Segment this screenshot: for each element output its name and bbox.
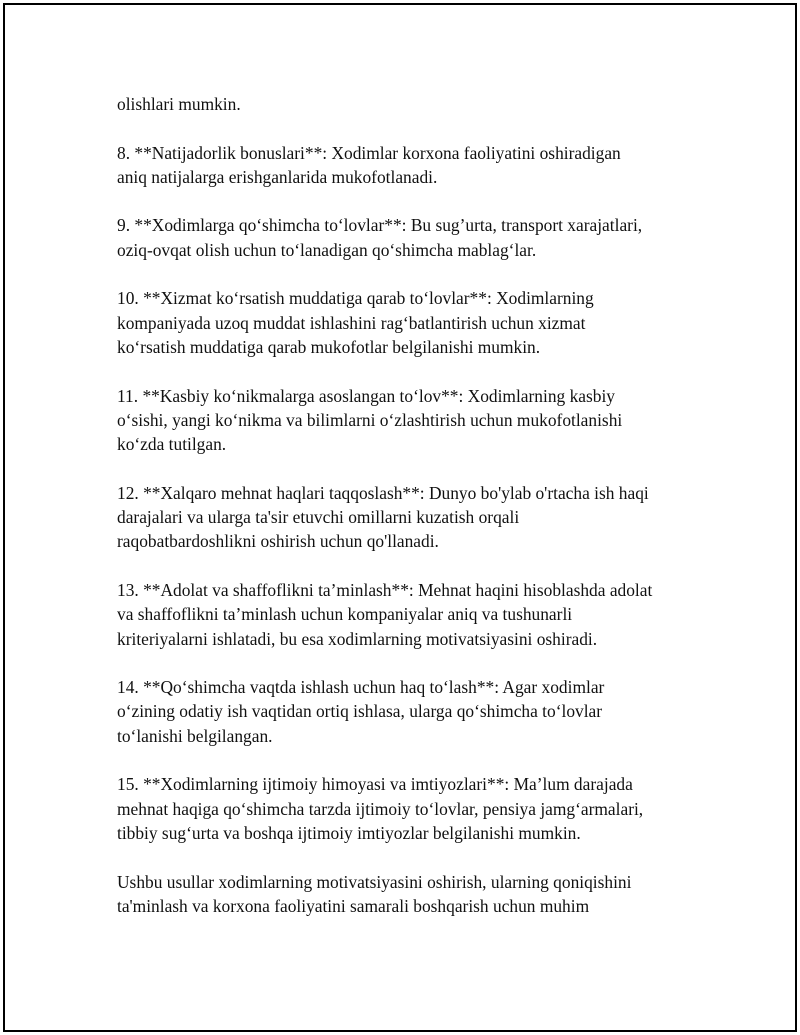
- text-line: 10. **Xizmat ko‘rsatish muddatiga qarab to‘lovlar**: Xodimlarning: [117, 288, 594, 309]
- paragraph-item-10: [117, 286, 717, 359]
- paragraph-item-11: [117, 384, 717, 457]
- text-line: 11. **Kasbiy ko‘nikmalarga asoslangan to‘lov**: Xodimlarning kasbiy: [117, 385, 615, 406]
- text-line: ko‘zda tutilgan.: [117, 434, 227, 455]
- paragraph-item-14: [117, 675, 717, 748]
- text-line: Ushbu usullar xodimlarning motivatsiyasini oshirish, ularning qoniqishini: [117, 871, 632, 892]
- text-line: va shaffoflikni ta’minlash uchun kompaniyalar aniq va tushunarli: [117, 604, 573, 625]
- text-line: tibbiy sug‘urta va boshqa ijtimoiy imtiyozlar belgilanishi mumkin.: [117, 822, 581, 843]
- text-line: darajalari va ularga ta'sir etuvchi omillarni kuzatish orqali: [117, 507, 520, 528]
- text-line: to‘lanishi belgilangan.: [117, 725, 273, 746]
- text-line: 8. **Natijadorlik bonuslari**: Xodimlar korxona faoliyatini oshiradigan: [117, 142, 621, 163]
- text-line: aniq natijalarga erishganlarida mukofotlanadi.: [117, 166, 438, 187]
- paragraph-item-8: [117, 141, 717, 190]
- text-line: kriteriyalarni ishlatadi, bu esa xodimlarning motivatsiyasini oshiradi.: [117, 628, 598, 649]
- paragraph-continuation: [117, 92, 717, 116]
- paragraph-conclusion: [117, 870, 717, 919]
- paragraph-item-13: [117, 578, 717, 651]
- text-line: raqobatbardoshlikni oshirish uchun qo'llanadi.: [117, 531, 439, 552]
- paragraph-item-12: [117, 481, 717, 554]
- text-line: kompaniyada uzoq muddat ishlashini rag‘batlantirish uchun xizmat: [117, 312, 586, 333]
- text-line: 13. **Adolat va shaffoflikni ta’minlash**: Mehnat haqini hisoblashda adolat: [117, 579, 653, 600]
- text-line: 12. **Xalqaro mehnat haqlari taqqoslash**: Dunyo bo'ylab o'rtacha ish haqi: [117, 482, 649, 503]
- text-line: 9. **Xodimlarga qo‘shimcha to‘lovlar**: Bu sug’urta, transport xarajatlari,: [117, 215, 643, 236]
- paragraph-item-9: [117, 213, 717, 262]
- text-line: o‘sishi, yangi ko‘nikma va bilimlarni o‘zlashtirish uchun mukofotlanishi: [117, 409, 623, 430]
- text-line: mehnat haqiga qo‘shimcha tarzda ijtimoiy to‘lovlar, pensiya jamg‘armalari,: [117, 798, 644, 819]
- text-line: o‘zining odatiy ish vaqtidan ortiq ishlasa, ularga qo‘shimcha to‘lovlar: [117, 701, 603, 722]
- text-line: olishlari mumkin.: [117, 94, 241, 114]
- text-line: ko‘rsatish muddatiga qarab mukofotlar belgilanishi mumkin.: [117, 336, 541, 357]
- text-line: ta'minlash va korxona faoliyatini samarali boshqarish uchun muhim: [117, 895, 590, 916]
- text-line: 15. **Xodimlarning ijtimoiy himoyasi va imtiyozlari**: Ma’lum darajada: [117, 774, 633, 795]
- text-line: 14. **Qo‘shimcha vaqtda ishlash uchun haq to‘lash**: Agar xodimlar: [117, 677, 605, 698]
- document-body: [117, 92, 717, 942]
- paragraph-item-15: [117, 772, 717, 845]
- text-line: oziq-ovqat olish uchun to‘lanadigan qo‘shimcha mablag‘lar.: [117, 239, 537, 260]
